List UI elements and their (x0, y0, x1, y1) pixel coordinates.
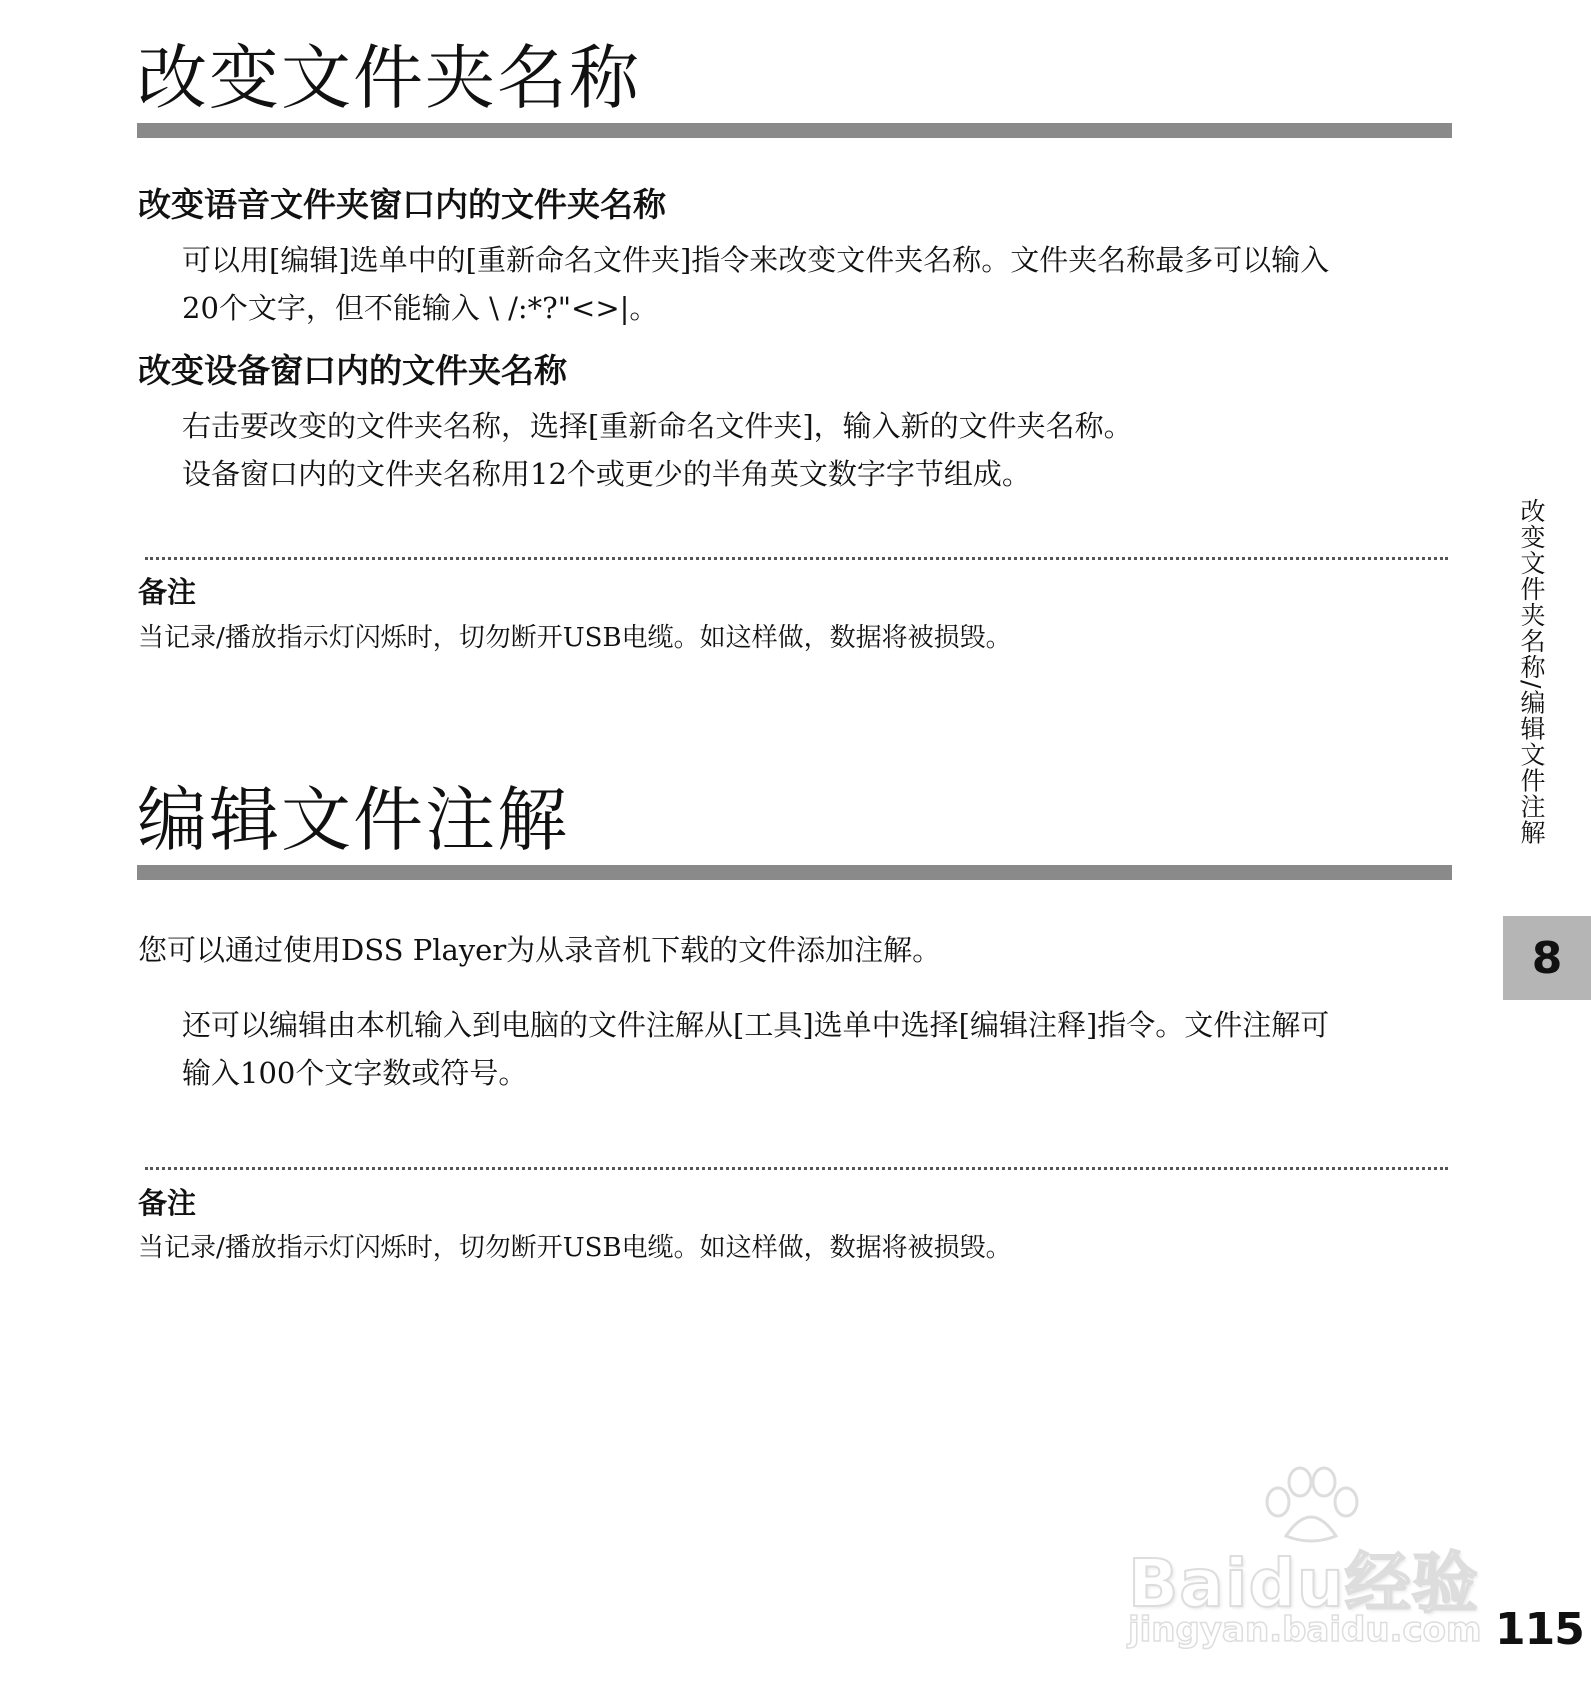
note-text: 当记录/播放指示灯闪烁时，切勿断开USB电缆。如这样做，数据将被损毁。 (138, 623, 1012, 653)
section-title-rule (137, 123, 1452, 138)
paragraph-line: 可以用[编辑]选单中的[重新命名文件夹]指令来改变文件夹名称。文件夹名称最多可以输入 (182, 243, 1330, 277)
chapter-number-box (1503, 916, 1591, 1000)
section-title-edit-comment: 编辑文件注解 (137, 779, 569, 861)
subheading-voice-folder-window: 改变语音文件夹窗口内的文件夹名称 (138, 185, 666, 224)
paragraph-line: 20个文字，但不能输入 \ /:*?"<>|。 (182, 291, 659, 325)
chapter-number: 8 (1531, 932, 1563, 984)
note-divider (145, 557, 1448, 560)
subheading-device-window: 改变设备窗口内的文件夹名称 (138, 351, 567, 390)
section-title-rule (137, 865, 1452, 880)
note-label: 备注 (138, 1186, 197, 1220)
watermark-logo-text: Baidu经验 (1128, 1545, 1479, 1622)
chapter-side-tab: 改变文件夹名称/编辑文件注解 (1517, 498, 1546, 846)
note-label: 备注 (138, 575, 197, 609)
page-number: 115 (1495, 1604, 1584, 1655)
paragraph-line: 还可以编辑由本机输入到电脑的文件注解从[工具]选单中选择[编辑注释]指令。文件注解可 (182, 1008, 1330, 1042)
note-text: 当记录/播放指示灯闪烁时，切勿断开USB电缆。如这样做，数据将被损毁。 (138, 1233, 1012, 1263)
paragraph-line: 输入100个文字数或符号。 (182, 1056, 528, 1090)
watermark-url-text: jingyan.baidu.com (1128, 1610, 1482, 1650)
section-title-rename-folder: 改变文件夹名称 (137, 37, 641, 119)
note-divider (145, 1167, 1448, 1170)
baidu-watermark (1128, 1460, 1498, 1660)
paragraph-line: 设备窗口内的文件夹名称用12个或更少的半角英文数字字节组成。 (182, 457, 1031, 491)
paragraph-intro: 您可以通过使用DSS Player为从录音机下载的文件添加注解。 (138, 933, 942, 967)
paragraph-line: 右击要改变的文件夹名称，选择[重新命名文件夹]，输入新的文件夹名称。 (182, 409, 1133, 443)
